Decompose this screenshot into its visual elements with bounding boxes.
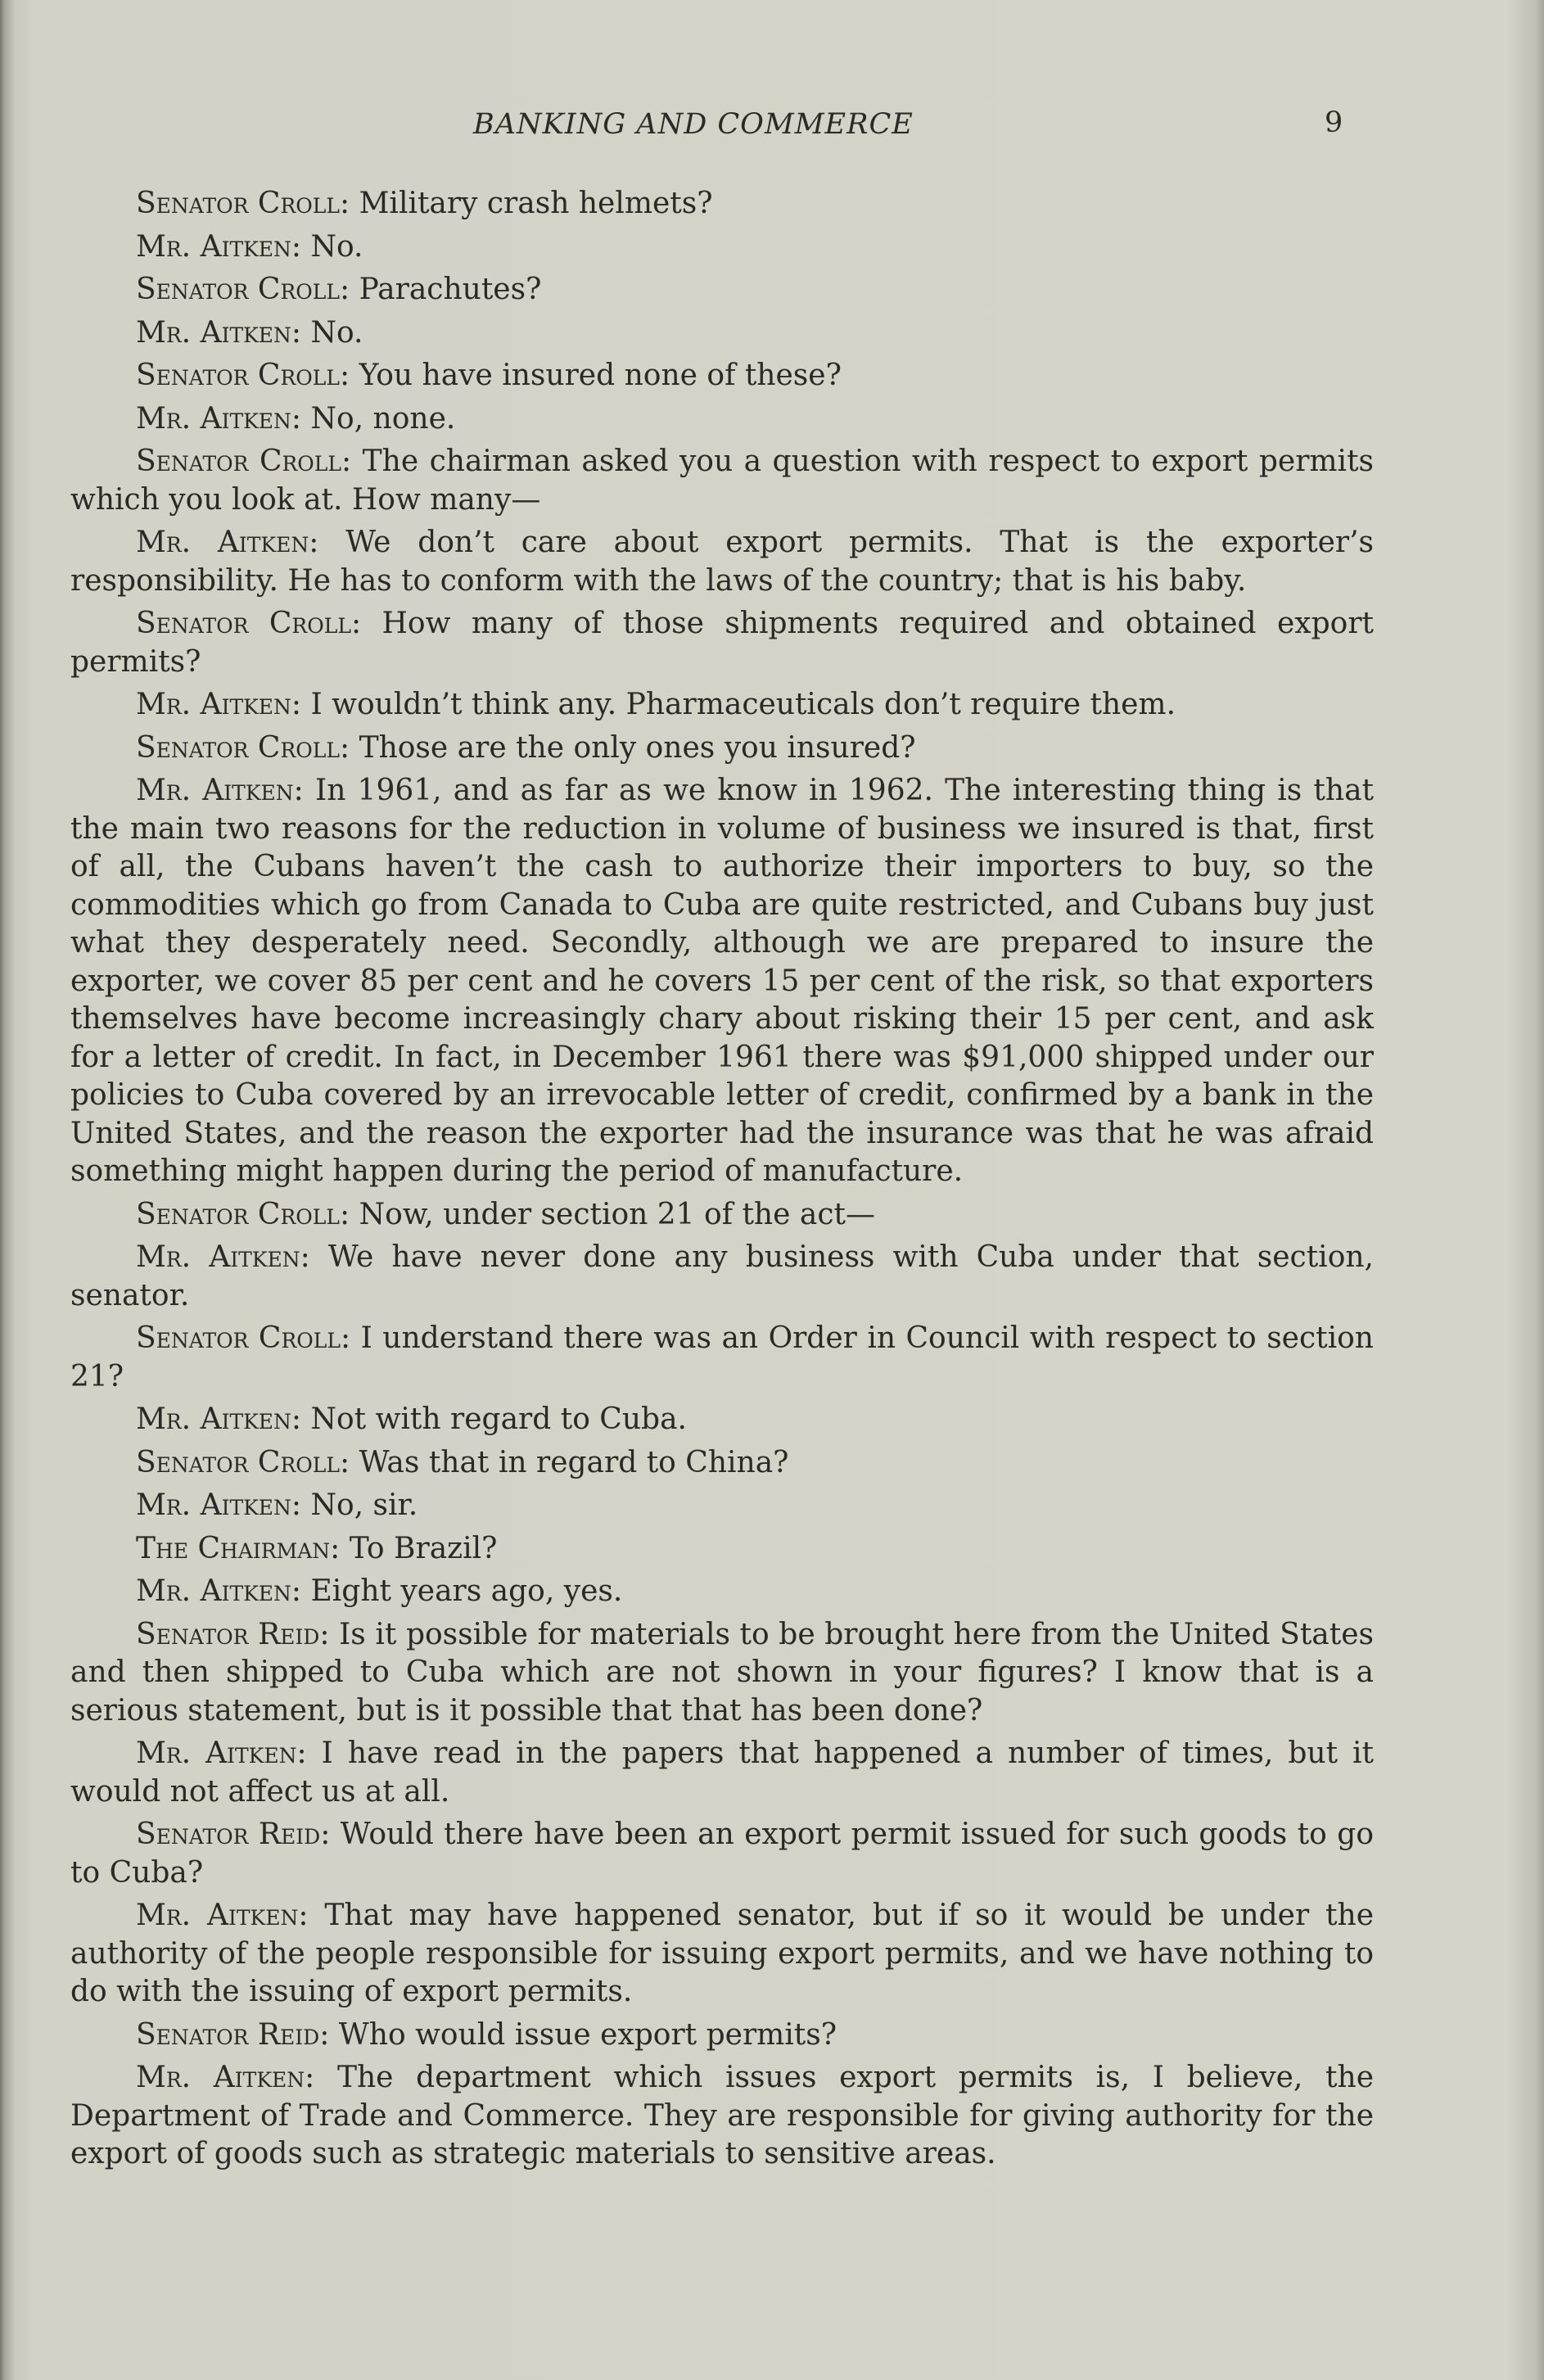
speech-text: The chairman asked you a question with respect to export permits which you look at. How many—	[70, 445, 1375, 517]
speaker-name: Mr. Aitken	[136, 2061, 305, 2094]
transcript-paragraph: Mr. Aitken: No.	[136, 315, 363, 350]
transcript-paragraph: Mr. Aitken: In 1961, and as far as we know in 1962. The interesting thing is that the main two reasons for the reduction in volume of business we insured is that, first of all, the Cubans haven’t the cash to authorize their importers to buy, so the commodities which go from Canada to Cuba are quite restricted, and Cubans buy just what they desperately need. Secondly, although we are prepared to insure the exporter, we cover 85 per cent and he covers 15 per cent of the risk, so that exporters themselves have become increasingly chary about risking their 15 per cent, and ask for a letter of credit. In fact, in December 1961 there was $91,000 shipped under our policies to Cuba covered by an irrevocable letter of credit, confirmed by a bank in the United States, and the reason the exporter had the insurance was that he was afraid something might happen during the period of manufacture.	[70, 774, 1374, 1188]
speech-text: Would there have been an export permit issued for such goods to go to Cuba?	[70, 1818, 1374, 1890]
transcript-paragraph: Mr. Aitken: No, sir.	[136, 1488, 418, 1522]
speech-text: We have never done any business with Cuba under that section, senator.	[70, 1240, 1374, 1312]
transcript-paragraph: Senator Croll: Those are the only ones you insured?	[136, 730, 916, 765]
transcript-paragraph: Senator Croll: Military crash helmets?	[136, 187, 713, 220]
transcript-body	[70, 185, 1374, 2179]
speaker-name: Senator Croll	[136, 1321, 341, 1355]
speaker-name: Senator Reid	[136, 1617, 320, 1651]
speech-text: No.	[310, 229, 363, 264]
speech-text: We don’t care about export permits. That is the exporter’s responsibility. He has to conform with the laws of the country; that is his baby.	[70, 526, 1375, 598]
speech-text: Those are the only ones you insured?	[359, 730, 916, 765]
transcript-paragraph: Senator Croll: The chairman asked you a question with respect to export permits which you look at. How many—	[70, 445, 1375, 517]
speech-text: Was that in regard to China?	[359, 1445, 789, 1479]
transcript-paragraph: Senator Croll: Parachutes?	[136, 273, 542, 306]
speaker-name: Mr. Aitken	[136, 1240, 300, 1274]
speaker-name: Mr. Aitken	[136, 401, 291, 436]
transcript-paragraph: Senator Croll: Now, under section 21 of the act—	[136, 1197, 875, 1231]
transcript-paragraph: Mr. Aitken: That may have happened senator, but if so it would be under the authority of the people responsible for issuing export permits, and we have nothing to do with the issuing of export permits.	[70, 1899, 1375, 2008]
speech-text: I understand there was an Order in Council with respect to section 21?	[70, 1321, 1374, 1393]
transcript-paragraph: Senator Reid: Who would issue export permits?	[136, 2017, 837, 2052]
speech-text: In 1961, and as far as we know in 1962. The interesting thing is that the main two reasons for the reduction in volume of business we insured is that, first of all, the Cubans haven’t the cash to authorize their importers to buy, so the commodities which go from Canada to Cuba are quite restricted, and Cubans buy just what they desperately need. Secondly, although we are prepared to insure the exporter, we cover 85 per cent and he covers 15 per cent of the risk, so that exporters themselves have become increasingly chary about risking their 15 per cent, and ask for a letter of credit. In fact, in December 1961 there was $91,000 shipped under our policies to Cuba covered by an irrevocable letter of credit, confirmed by a bank in the United States, and the reason the exporter had the insurance was that he was afraid something might happen during the period of manufacture.	[70, 774, 1374, 1188]
speech-text: Eight years ago, yes.	[310, 1574, 623, 1608]
transcript-paragraph: Mr. Aitken: I wouldn’t think any. Pharmaceuticals don’t require them.	[136, 688, 1176, 721]
speaker-name: Mr. Aitken	[136, 688, 291, 721]
transcript-paragraph: Mr. Aitken: We have never done any business with Cuba under that section, senator.	[70, 1240, 1374, 1312]
transcript-paragraph: Mr. Aitken: Not with regard to Cuba.	[136, 1402, 687, 1436]
speech-text: Parachutes?	[359, 273, 542, 306]
transcript-paragraph: Senator Reid: Would there have been an export permit issued for such goods to go to Cuba?	[70, 1818, 1374, 1890]
speaker-name: Mr. Aitken	[136, 229, 291, 264]
transcript-paragraph: Senator Reid: Is it possible for materials to be brought here from the United States and then shipped to Cuba which are not shown in your figures? I know that is a serious statement, but is it possible that that has been done?	[70, 1617, 1375, 1727]
speaker-name: Senator Croll	[136, 730, 340, 765]
speech-text: You have insured none of these?	[359, 359, 842, 392]
speaker-name: Mr. Aitken	[136, 315, 291, 350]
transcript-paragraph: Mr. Aitken: I have read in the papers that happened a number of times, but it would not affect us at all.	[70, 1736, 1375, 1809]
speaker-name: Senator Croll	[136, 1445, 340, 1479]
speaker-name: Senator Croll	[136, 273, 340, 306]
speech-text: No, none.	[310, 401, 456, 436]
speaker-name: The Chairman	[136, 1531, 331, 1565]
speech-text: How many of those shipments required and obtained export permits?	[70, 607, 1375, 679]
transcript-paragraph: Senator Croll: I understand there was an Order in Council with respect to section 21?	[70, 1321, 1374, 1393]
speaker-name: Senator Croll	[136, 607, 351, 640]
speech-text: The department which issues export permits is, I believe, the Department of Trade and Commerce. They are responsible for giving authority for the export of goods such as strategic materials to sensitive areas.	[70, 2061, 1375, 2170]
speaker-name: Mr. Aitken	[136, 774, 294, 807]
speech-text: Military crash helmets?	[359, 187, 713, 220]
speaker-name: Mr. Aitken	[136, 1402, 291, 1436]
speaker-name: Mr. Aitken	[136, 1574, 291, 1608]
speech-text: I have read in the papers that happened a number of times, but it would not affect us at all.	[70, 1736, 1375, 1809]
speech-text: No, sir.	[310, 1488, 418, 1522]
running-head: BANKING AND COMMERCE	[473, 108, 914, 141]
speech-text: Is it possible for materials to be brought here from the United States and then shipped to Cuba which are not shown in your figures? I know that is a serious statement, but is it possible that that has been done?	[70, 1617, 1375, 1727]
speaker-name: Mr. Aitken	[136, 1488, 291, 1522]
speaker-name: Mr. Aitken	[136, 526, 309, 559]
speaker-name: Senator Reid	[136, 2017, 320, 2052]
transcript-paragraph: Senator Croll: Was that in regard to China?	[136, 1445, 789, 1479]
speech-text: I wouldn’t think any. Pharmaceuticals don’t require them.	[310, 688, 1176, 721]
transcript-paragraph: Senator Croll: How many of those shipments required and obtained export permits?	[70, 607, 1375, 679]
speech-text: To Brazil?	[349, 1531, 498, 1565]
speech-text: Not with regard to Cuba.	[310, 1402, 687, 1436]
speech-text: Who would issue export permits?	[338, 2017, 837, 2052]
speech-text: Now, under section 21 of the act—	[359, 1197, 875, 1231]
speaker-name: Mr. Aitken	[136, 1736, 297, 1770]
transcript-paragraph: Mr. Aitken: No, none.	[136, 401, 456, 436]
transcript-paragraph: Mr. Aitken: No.	[136, 229, 363, 264]
speaker-name: Mr. Aitken	[136, 1899, 299, 1932]
transcript-paragraph: Senator Croll: You have insured none of these?	[136, 359, 842, 392]
transcript-paragraph: Mr. Aitken: The department which issues export permits is, I believe, the Department of Trade and Commerce. They are responsible for giving authority for the export of goods such as strategic materials to sensitive areas.	[70, 2061, 1375, 2170]
speaker-name: Senator Croll	[136, 445, 342, 478]
speaker-name: Senator Croll	[136, 187, 340, 220]
speaker-name: Senator Croll	[136, 359, 340, 392]
speaker-name: Senator Croll	[136, 1197, 340, 1231]
speaker-name: Senator Reid	[136, 1818, 321, 1851]
transcript-paragraph: Mr. Aitken: We don’t care about export permits. That is the exporter’s responsibility. He has to conform with the laws of the country; that is his baby.	[70, 526, 1375, 598]
speech-text: That may have happened senator, but if so it would be under the authority of the people responsible for issuing export permits, and we have nothing to do with the issuing of export permits.	[70, 1899, 1375, 2008]
speech-text: No.	[310, 315, 363, 350]
page-number: 9	[1325, 106, 1343, 139]
transcript-paragraph: Mr. Aitken: Eight years ago, yes.	[136, 1574, 623, 1608]
transcript-paragraph: The Chairman: To Brazil?	[136, 1531, 498, 1565]
